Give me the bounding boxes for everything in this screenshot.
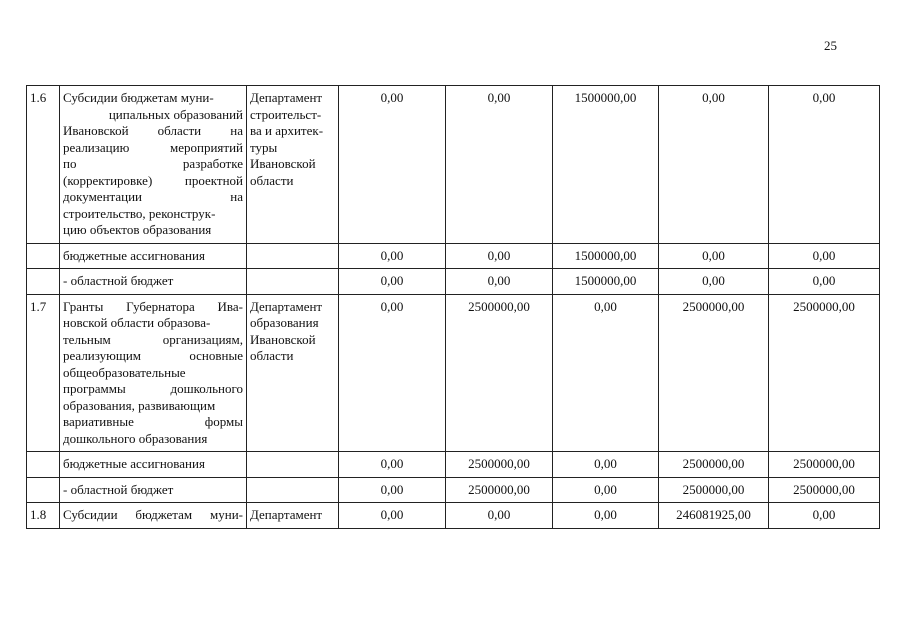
value-cell: 0,00 [339,503,446,529]
value-cell: 0,00 [339,243,446,269]
value-cell: 2500000,00 [446,294,553,452]
value-cell: 2500000,00 [769,477,880,503]
row-department [247,243,339,269]
value-cell: 0,00 [769,243,880,269]
value-cell: 0,00 [659,243,769,269]
row-index [27,243,60,269]
value-cell: 0,00 [446,503,553,529]
row-department: Департамент строительст- ва и архитек- туры Ивановской области [247,86,339,244]
row-index [27,477,60,503]
table-row [27,269,880,295]
value-cell: 2500000,00 [769,452,880,478]
row-index [27,452,60,478]
row-index: 1.6 [27,86,60,244]
value-cell: 0,00 [553,477,659,503]
value-cell: 0,00 [446,269,553,295]
row-department [247,452,339,478]
row-description: - областной бюджет [60,269,247,295]
row-department [247,269,339,295]
budget-table [26,85,880,529]
value-cell: 0,00 [553,294,659,452]
value-cell: 0,00 [339,86,446,244]
table-row [27,452,880,478]
row-index [27,269,60,295]
page-number: 25 [824,38,837,53]
value-cell: 2500000,00 [659,452,769,478]
row-index: 1.8 [27,503,60,529]
row-department [247,477,339,503]
value-cell: 0,00 [553,452,659,478]
value-cell: 2500000,00 [769,294,880,452]
value-cell: 0,00 [659,269,769,295]
table-row [27,294,880,452]
value-cell: 2500000,00 [659,294,769,452]
value-cell: 1500000,00 [553,269,659,295]
row-department: Департамент образования Ивановской области [247,294,339,452]
table-row [27,86,880,244]
row-description: Субсидии бюджетам муни- [60,503,247,529]
table-row [27,477,880,503]
value-cell: 0,00 [446,86,553,244]
value-cell: 0,00 [339,477,446,503]
row-description: бюджетные ассигнования [60,452,247,478]
value-cell: 1500000,00 [553,243,659,269]
table-row [27,243,880,269]
value-cell: 0,00 [553,503,659,529]
row-description: Субсидии бюджетам муни- ципальных образований Ивановской области на реализацию мероприятий по разработке (корректировке) проектной документации на строительство, реконструк- цию объектов образования [60,86,247,244]
row-index: 1.7 [27,294,60,452]
value-cell: 0,00 [769,86,880,244]
value-cell: 0,00 [339,452,446,478]
value-cell: 0,00 [339,294,446,452]
value-cell: 1500000,00 [553,86,659,244]
value-cell: 2500000,00 [446,452,553,478]
row-description: Гранты Губернатора Ива- новской области образова- тельным организациям, реализующим основные общеобразовательные программы дошкольного образования, развивающим вариативные формы дошкольного образования [60,294,247,452]
value-cell: 0,00 [769,269,880,295]
value-cell: 0,00 [339,269,446,295]
value-cell: 2500000,00 [659,477,769,503]
table-row [27,503,880,529]
row-department: Департамент [247,503,339,529]
value-cell: 2500000,00 [446,477,553,503]
row-description: - областной бюджет [60,477,247,503]
value-cell: 0,00 [659,86,769,244]
row-description: бюджетные ассигнования [60,243,247,269]
value-cell: 246081925,00 [659,503,769,529]
value-cell: 0,00 [446,243,553,269]
value-cell: 0,00 [769,503,880,529]
